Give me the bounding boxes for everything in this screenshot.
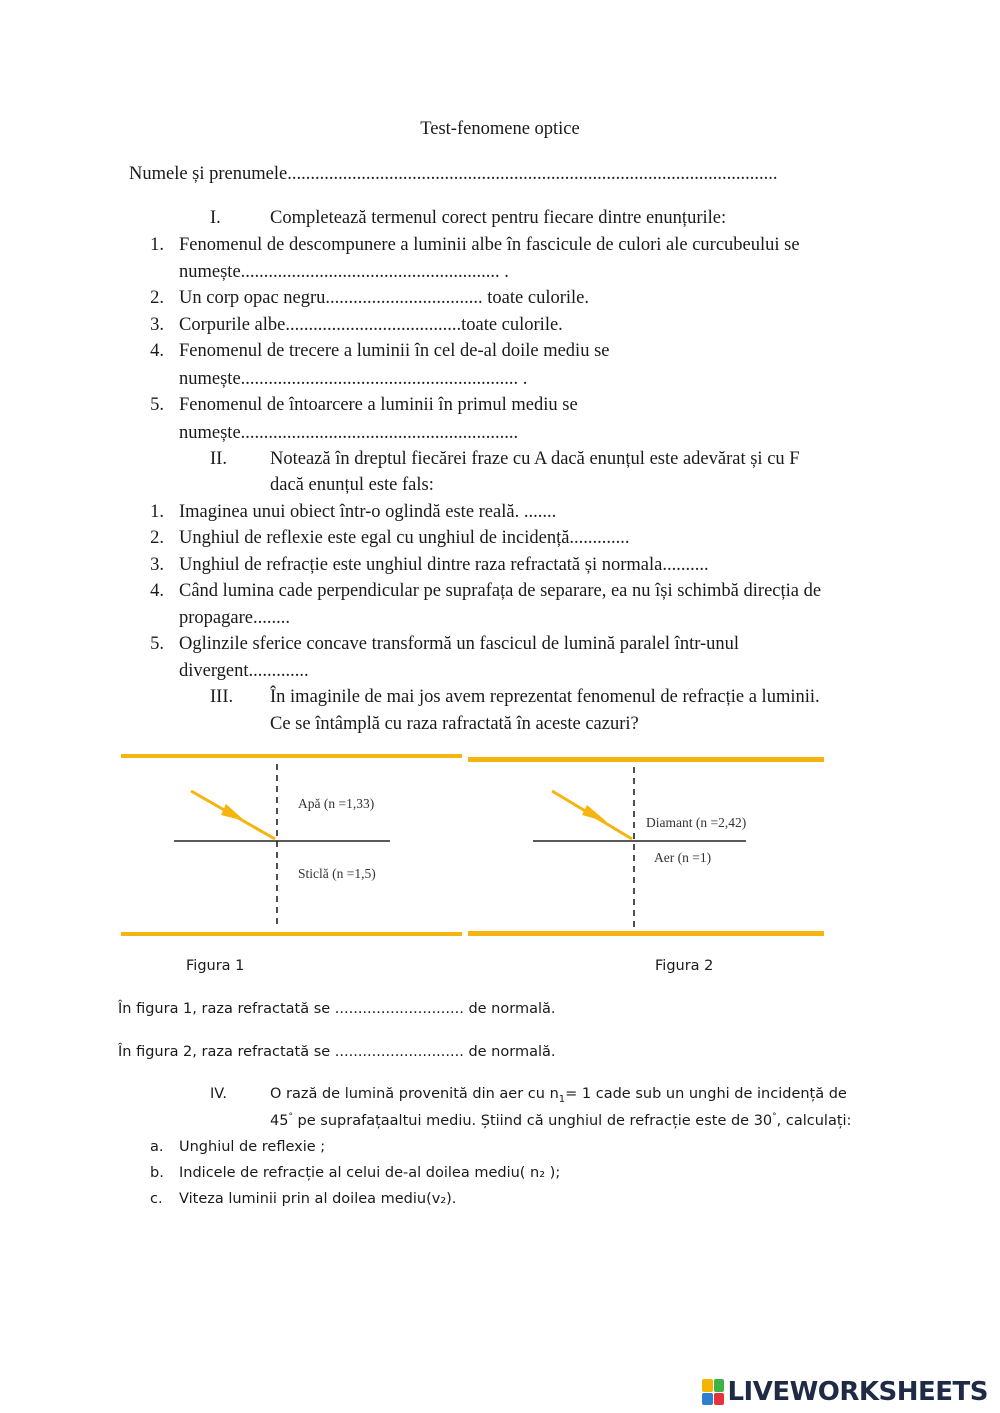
s2-item-num: 3. — [150, 555, 164, 575]
s2-item-num: 5. — [150, 634, 164, 654]
s2-item-4: Când lumina cade perpendicular pe suprafața de separare, ea nu își schimbă direcția de — [179, 581, 822, 601]
section4-text: 45 — [270, 1112, 289, 1129]
section4-line1 — [270, 1086, 847, 1105]
s4-item-a: Unghiul de reflexie ; — [179, 1139, 326, 1155]
s2-item-1[interactable]: Imaginea unui obiect într-o oglindă este reală. ....... — [179, 502, 557, 522]
s2-item-5: Oglinzile sferice concave transformă un fascicul de lumină paralel într-unul — [179, 634, 740, 654]
s2-item-3[interactable]: Unghiul de refracție este unghiul dintre raza refractată și normala.......... — [179, 555, 709, 575]
section4-text: , calculați: — [776, 1112, 852, 1129]
s1-item-num: 2. — [150, 288, 164, 308]
section3-heading: În imaginile de mai jos avem reprezentat fenomenul de refracție a luminii. — [270, 687, 820, 707]
figure-2-caption: Figura 2 — [655, 958, 714, 974]
s1-item-4-blank[interactable]: numește............................................................ . — [179, 369, 528, 389]
figure-2-ray-arrow — [582, 805, 607, 822]
s2-item-2[interactable]: Unghiul de reflexie este egal cu unghiul de incidență............. — [179, 528, 630, 548]
section2-heading-cont: dacă enunțul este fals: — [270, 475, 434, 495]
s4-item-c: Viteza luminii prin al doilea mediu(v₂). — [179, 1191, 457, 1207]
figure-2-bottom-border — [468, 931, 824, 936]
s1-item-num: 5. — [150, 395, 164, 415]
s1-item-5: Fenomenul de întoarcere a luminii în primul mediu se — [179, 395, 578, 415]
s2-item-5-blank[interactable]: divergent............. — [179, 661, 309, 681]
degree-symbol: ° — [772, 1112, 777, 1122]
s1-item-4: Fenomenul de trecere a luminii în cel de-al doile mediu se — [179, 341, 610, 361]
figure-1-top-border — [121, 754, 462, 758]
page-title: Test-fenomene optice — [420, 119, 580, 139]
s1-item-2[interactable]: Un corp opac negru.................................. toate culorile. — [179, 288, 589, 308]
figure-1-caption: Figura 1 — [186, 958, 245, 974]
s2-item-num: 2. — [150, 528, 164, 548]
s1-item-1-blank[interactable]: numește........................................................ . — [179, 262, 509, 282]
section1-heading: Completează termenul corect pentru fiecare dintre enunțurile: — [270, 208, 727, 228]
s2-item-num: 1. — [150, 502, 164, 522]
figure-2-bottom-medium: Aer (n =1) — [654, 850, 712, 865]
s1-item-5-blank[interactable]: numește............................................................ — [179, 423, 519, 443]
s2-item-4-blank[interactable]: propagare........ — [179, 608, 290, 628]
section4-text: O rază de lumină provenită din aer cu n — [270, 1086, 559, 1102]
section4-text: pe suprafațaaltui mediu. Știind că unghiul de refracție este de 30 — [292, 1112, 773, 1129]
name-line[interactable]: Numele și prenumele.......................................................................................................... — [129, 164, 778, 184]
liveworksheets-logo[interactable] — [702, 1377, 988, 1407]
section3-numeral: III. — [210, 687, 234, 707]
section4-numeral: IV. — [210, 1086, 227, 1102]
figure-2-answer[interactable]: În figura 2, raza refractată se ............................ de normală. — [118, 1044, 556, 1060]
s4-item-letter: c. — [150, 1191, 163, 1207]
figure-1-diagram — [118, 752, 464, 938]
figure-1-ray-arrow — [221, 804, 245, 821]
s4-item-letter: a. — [150, 1139, 164, 1155]
figure-1-bottom-medium: Sticlă (n =1,5) — [298, 866, 376, 881]
s4-item-b: Indicele de refracție al celui de-al doilea mediu( n₂ ); — [179, 1165, 561, 1181]
s1-item-3[interactable]: Corpurile albe......................................toate culorile. — [179, 315, 563, 335]
s2-item-num: 4. — [150, 581, 164, 601]
s1-item-num: 1. — [150, 235, 164, 255]
s4-item-letter: b. — [150, 1165, 164, 1181]
subscript: 1 — [558, 1093, 566, 1105]
s1-item-num: 3. — [150, 315, 164, 335]
section4-line2 — [270, 1112, 851, 1129]
figure-1-bottom-border — [121, 932, 462, 936]
section3-heading-cont: Ce se întâmplă cu raza rafractată în aceste cazuri? — [270, 714, 639, 734]
figure-1-answer[interactable]: În figura 1, raza refractată se ............................ de normală. — [118, 1001, 556, 1017]
degree-symbol: ° — [288, 1112, 293, 1122]
figure-2-top-border — [468, 757, 824, 762]
brand-name: LIVEWORKSHEETS — [727, 1377, 988, 1407]
section2-numeral: II. — [210, 449, 227, 469]
figure-2-diagram — [465, 752, 827, 938]
s1-item-num: 4. — [150, 341, 164, 361]
figure-1-top-medium: Apă (n =1,33) — [298, 796, 375, 811]
s1-item-1: Fenomenul de descompunere a luminii albe în fascicule de culori ale curcubeului se — [179, 235, 800, 255]
section4-text: = 1 cade sub un unghi de incidență de — [565, 1086, 847, 1102]
figure-2-top-medium: Diamant (n =2,42) — [646, 815, 747, 830]
section1-numeral: I. — [210, 208, 221, 228]
section2-heading: Notează în dreptul fiecărei fraze cu A dacă enunțul este adevărat și cu F — [270, 449, 800, 469]
logo-icon — [702, 1379, 724, 1405]
